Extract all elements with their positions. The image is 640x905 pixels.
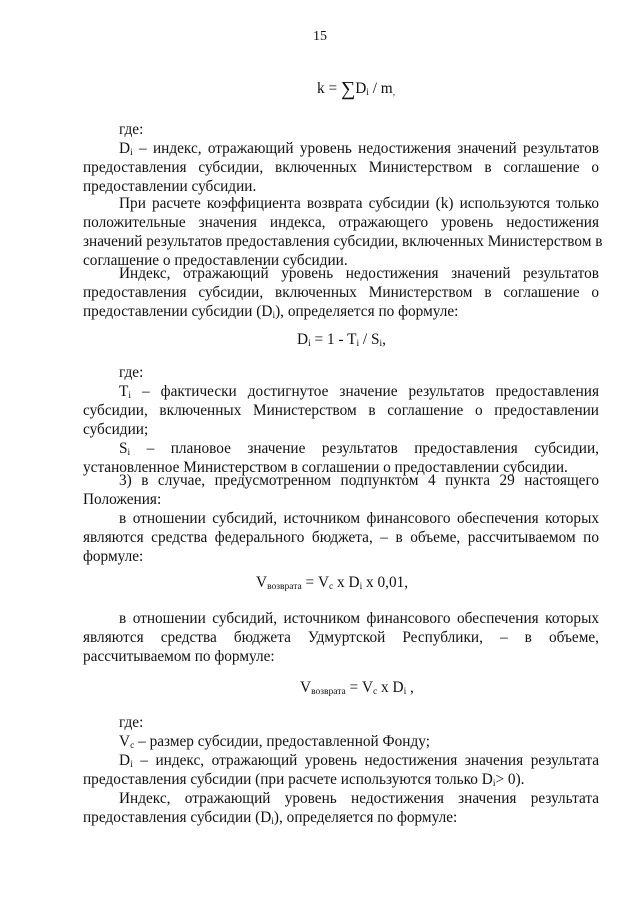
subscript: i	[403, 687, 407, 697]
text-line	[83, 770, 599, 789]
text-line: в отношении субсидий, источником финансового обеспечения которых	[119, 610, 599, 627]
var-text: V	[119, 733, 131, 750]
formula-text: = 1 - T	[310, 331, 357, 348]
formula-text: ,	[406, 679, 414, 696]
subscript: c	[373, 687, 378, 697]
text-line: При расчете коэффициента возврата субсидии (k) используются только	[119, 195, 599, 212]
subscript: i	[308, 339, 311, 349]
text-line: где:	[119, 714, 144, 731]
line-text: – индекс, отражающий уровень недостижения значения результата	[132, 752, 599, 769]
line-text: ), определяется по формуле:	[275, 303, 459, 320]
formula-text: V	[300, 679, 312, 696]
subscript: ,	[392, 88, 396, 98]
var-text: D	[119, 752, 131, 769]
subscript: i	[130, 148, 133, 158]
subscript: i	[127, 448, 131, 458]
text-line	[83, 808, 599, 827]
paragraph-regional-budget	[83, 609, 599, 666]
text-line: установленное Министерством в соглашении о предоставлении субсидии.	[83, 459, 568, 476]
var-text: D	[119, 140, 131, 157]
paragraph-case-3	[83, 471, 599, 566]
subscript: i	[272, 311, 276, 321]
formula-text: / S	[359, 331, 380, 348]
text-line: где:	[119, 121, 144, 138]
text-line	[83, 302, 599, 321]
formula-di	[297, 330, 386, 349]
sum-symbol: ∑	[340, 78, 356, 100]
line-text: предоставления субсидии (при расчете используются только D	[83, 771, 493, 788]
text-line: в отношении субсидий, источником финансового обеспечения которых	[119, 510, 599, 527]
text-line: предоставления субсидии, включенных Министерством в соглашение о	[83, 284, 599, 301]
line-text: – плановое значение результатов предоставления субсидии,	[130, 440, 599, 457]
formula-text: x 0,01,	[362, 574, 409, 591]
subscript: возврата	[311, 687, 346, 697]
paragraph-index-formula-intro	[83, 264, 599, 321]
text-line: предоставлении субсидии.	[83, 178, 257, 195]
subscript: i	[128, 391, 131, 401]
paragraph-positive-values	[83, 194, 603, 270]
subscript: i	[379, 339, 383, 349]
text-line	[83, 439, 599, 458]
formula-text: / m	[368, 80, 393, 97]
var-text: T	[119, 383, 129, 400]
text-line: положительные значения индекса, отражающего уровень недостижения	[83, 214, 599, 231]
paragraph-ti-si-definitions	[83, 363, 599, 477]
formula-text: x D	[377, 679, 404, 696]
text-line: формуле:	[83, 548, 144, 565]
subscript: i	[271, 817, 274, 827]
formula-text: V	[256, 574, 268, 591]
text-line: субсидии, включенных Министерством в соглашение о предоставлении	[83, 402, 599, 419]
text-line: являются средства федерального бюджета, – в объеме, рассчитываемом по	[83, 529, 599, 546]
subscript: i	[492, 779, 496, 789]
text-line: рассчитываемом по формуле:	[83, 648, 275, 665]
line-text: предоставлении субсидии (D	[83, 303, 273, 320]
text-line: Индекс, отражающий уровень недостижения значения результата	[119, 790, 599, 807]
subscript: возврата	[267, 582, 302, 592]
subscript: i	[359, 582, 363, 592]
page-number: 15	[313, 29, 327, 44]
text-line: Положения:	[83, 491, 162, 508]
text-line: предоставления субсидии, включенных Министерством в соглашение о	[83, 159, 599, 176]
subscript: i	[366, 88, 369, 98]
text-line	[83, 751, 599, 770]
text-line: значений результатов предоставления субсидии, включенных Министерством в	[83, 233, 603, 250]
subscript: i	[130, 760, 133, 770]
line-text: – фактически достигнутое значение результатов предоставления	[131, 383, 599, 400]
text-line: являются средства бюджета Удмуртской Республики, – в объеме,	[83, 629, 599, 646]
formula-text: k =	[317, 80, 341, 97]
subscript: c	[130, 741, 135, 751]
formula-v-federal	[256, 573, 408, 592]
text-line: субсидии;	[83, 421, 149, 438]
paragraph-vc-di-definitions	[83, 713, 599, 827]
text-line: 3) в случае, предусмотренном подпунктом 4 пункта 29 настоящего	[119, 472, 599, 489]
formula-v-regional	[300, 678, 414, 697]
text-line: соглашение о предоставлении субсидии.	[83, 252, 348, 269]
formula-text: D	[297, 331, 309, 348]
text-line: Индекс, отражающий уровень недостижения значений результатов	[119, 265, 599, 282]
subscript: c	[329, 582, 334, 592]
formula-text: ,	[382, 331, 386, 348]
paragraph-di-definition	[83, 120, 599, 196]
var-text: S	[119, 440, 128, 457]
subscript: i	[356, 339, 360, 349]
formula-text: x D	[333, 574, 360, 591]
text-line	[83, 139, 599, 158]
text-line: где:	[119, 364, 144, 381]
line-text: предоставления субсидии (D	[83, 809, 272, 826]
line-text: – размер субсидии, предоставленной Фонду;	[134, 733, 430, 750]
line-text: > 0).	[495, 771, 525, 788]
text-line	[83, 732, 599, 751]
line-text: – индекс, отражающий уровень недостижения значений результатов	[132, 140, 599, 157]
formula-text: = V	[345, 679, 374, 696]
formula-text: = V	[301, 574, 330, 591]
line-text: ), определяется по формуле:	[273, 809, 458, 826]
formula-k	[317, 79, 395, 99]
text-line	[83, 382, 599, 401]
formula-text: D	[355, 80, 367, 97]
